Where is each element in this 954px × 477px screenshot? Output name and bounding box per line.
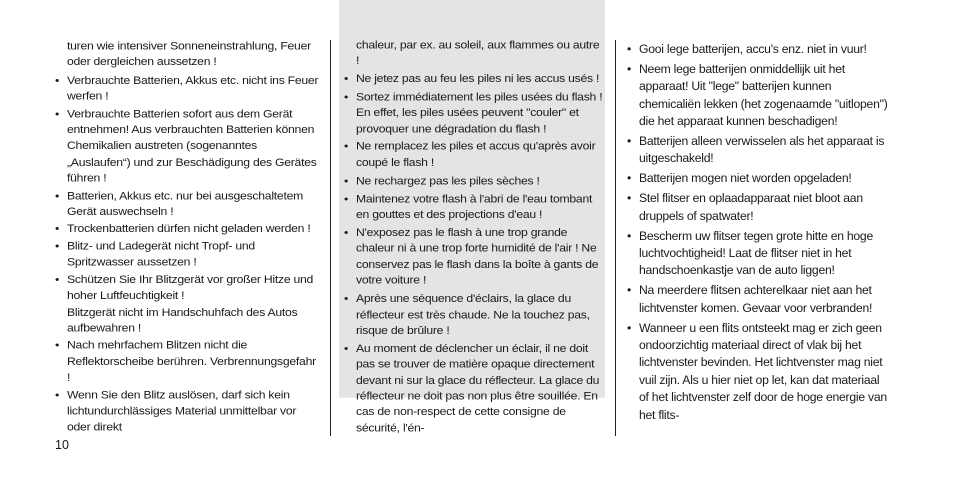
bullet-icon: •: [55, 388, 60, 402]
column-divider: [615, 40, 616, 436]
bullet-icon: •: [344, 192, 349, 205]
german-column: [55, 0, 321, 434]
bullet-icon: •: [627, 61, 632, 76]
list-item: • Schützen Sie Ihr Blitzgerät vor großer Hitze und hoher Luftfeuchtigkeit ! Blitzgerät nicht im Handschuhfach des Autos aufbewahren !: [55, 272, 314, 335]
column-divider: [330, 40, 331, 436]
french-safety-list: [344, 71, 605, 436]
list-item: • Batterijen mogen niet worden opgeladen!: [627, 170, 891, 187]
bullet-icon: •: [627, 134, 632, 149]
list-item: • Wenn Sie den Blitz auslösen, darf sich kein lichtundurchlässiges Material unmittelbar vor oder direkt: [55, 388, 297, 434]
list-item: • Après une séquence d'éclairs, la glace du réflecteur est très chaude. Ne la touchez pas, risque de brûlure !: [344, 291, 590, 337]
list-item: • Maintenez votre flash à l'abri de l'eau tombant en gouttes et des projections d'eau !: [344, 192, 593, 221]
bullet-icon: •: [55, 272, 60, 286]
bullet-icon: •: [627, 191, 632, 206]
bullet-icon: •: [55, 106, 60, 120]
bullet-icon: •: [55, 239, 60, 253]
list-item: • Wanneer u een flits ontsteekt mag er zich geen ondoorzichtig materiaal direct of vlak bij het lichtvenster bevinden. Het lichtvenster mag niet vuil zijn. Als u hier niet op let, kan dat materiaal of het lichtvenster zelf door de hoge energie van het flits-: [627, 320, 887, 422]
bullet-icon: •: [627, 320, 632, 335]
bullet-icon: •: [344, 291, 349, 305]
bullet-icon: •: [627, 228, 632, 243]
bullet-icon: •: [344, 139, 349, 153]
bullet-icon: •: [344, 71, 349, 85]
list-item: • Stel flitser en oplaadapparaat niet bloot aan druppels of spatwater!: [627, 191, 863, 223]
bullet-icon: •: [344, 226, 349, 239]
list-item: • Ne remplacez les piles et accus qu'après avoir coupé le flash !: [344, 139, 596, 169]
bullet-icon: •: [627, 171, 632, 186]
bullet-icon: •: [55, 188, 60, 202]
dutch-safety-list: [627, 41, 891, 424]
list-item: • Bescherm uw flitser tegen grote hitte en hoge luchtvochtigheid! Laat de flitser niet in het handschoenkastje van de auto liggen!: [627, 228, 873, 278]
bullet-icon: •: [344, 90, 349, 103]
list-item: • Verbrauchte Batterien sofort aus dem Gerät entnehmen! Aus verbrauchten Batterien können Chemikalien austreten (sogenanntes „Auslaufen“) und zur Beschädigung des Gerätes führen !: [55, 106, 317, 185]
list-item: • Neem lege batterijen onmiddellijk uit het apparaat! Uit "lege" batterijen kunnen chemicaliën lekken (het zogenaamde "uitlopen") die het apparaat kunnen beschadigen!: [627, 61, 888, 129]
french-column: [339, 0, 605, 435]
list-item: • Na meerdere flitsen achterelkaar niet aan het lichtvenster komen. Gevaar voor verbranden!: [627, 283, 873, 315]
list-item: • Verbrauchte Batterien, Akkus etc. nicht ins Feuer werfen !: [55, 73, 319, 103]
bullet-icon: •: [344, 173, 349, 187]
list-item: • Sortez immédiatement les piles usées du flash ! En effet, les piles usées peuvent "couler" et provoquer une dégradation du flash !: [344, 90, 603, 135]
list-item: • Ne jetez pas au feu les piles ni les accus usés !: [344, 71, 605, 87]
french-continuation-text: chaleur, par ex. au soleil, aux flammes ou autre !: [356, 38, 600, 67]
list-item: • Blitz- und Ladegerät nicht Tropf- und Spritzwasser aussetzen !: [55, 239, 255, 269]
bullet-icon: •: [627, 42, 632, 56]
list-item: • Nach mehrfachem Blitzen nicht die Reflektorscheibe berühren. Verbrennungsgefahr !: [55, 338, 316, 384]
list-item: • Gooi lege batterijen, accu's enz. niet in vuur!: [627, 41, 891, 58]
list-item: • Batterijen alleen verwisselen als het apparaat is uitgeschakeld!: [627, 134, 885, 166]
list-item: • Trockenbatterien dürfen nicht geladen werden !: [55, 221, 321, 237]
german-continuation-text: turen wie intensiver Sonneneinstrahlung, Feuer oder dergleichen aussetzen !: [67, 39, 311, 69]
german-safety-list: [55, 72, 321, 435]
list-item: • N'exposez pas le flash à une trop grande chaleur ni à une trop forte humidité de l'air ! Ne conservez pas le flash dans la boîte à gants de votre voiture !: [344, 226, 599, 287]
list-item: • Au moment de déclencher un éclair, il ne doit pas se trouver de matière opaque directement devant ni sur la glace du réflecteur. La glace du réflecteur ne doit pas non plus être souillée. En cas de non-respect de cette consigne de sécurité, l'én-: [344, 341, 600, 435]
list-item: • Batterien, Akkus etc. nur bei ausgeschaltetem Gerät auswechseln !: [55, 188, 304, 219]
bullet-icon: •: [55, 338, 60, 352]
page-number: 10: [55, 438, 69, 452]
bullet-icon: •: [344, 341, 349, 355]
bullet-icon: •: [627, 283, 632, 298]
bullet-icon: •: [55, 73, 60, 87]
dutch-column: [625, 0, 891, 436]
bullet-icon: •: [55, 222, 60, 236]
list-item: • Ne rechargez pas les piles sèches !: [344, 173, 605, 189]
